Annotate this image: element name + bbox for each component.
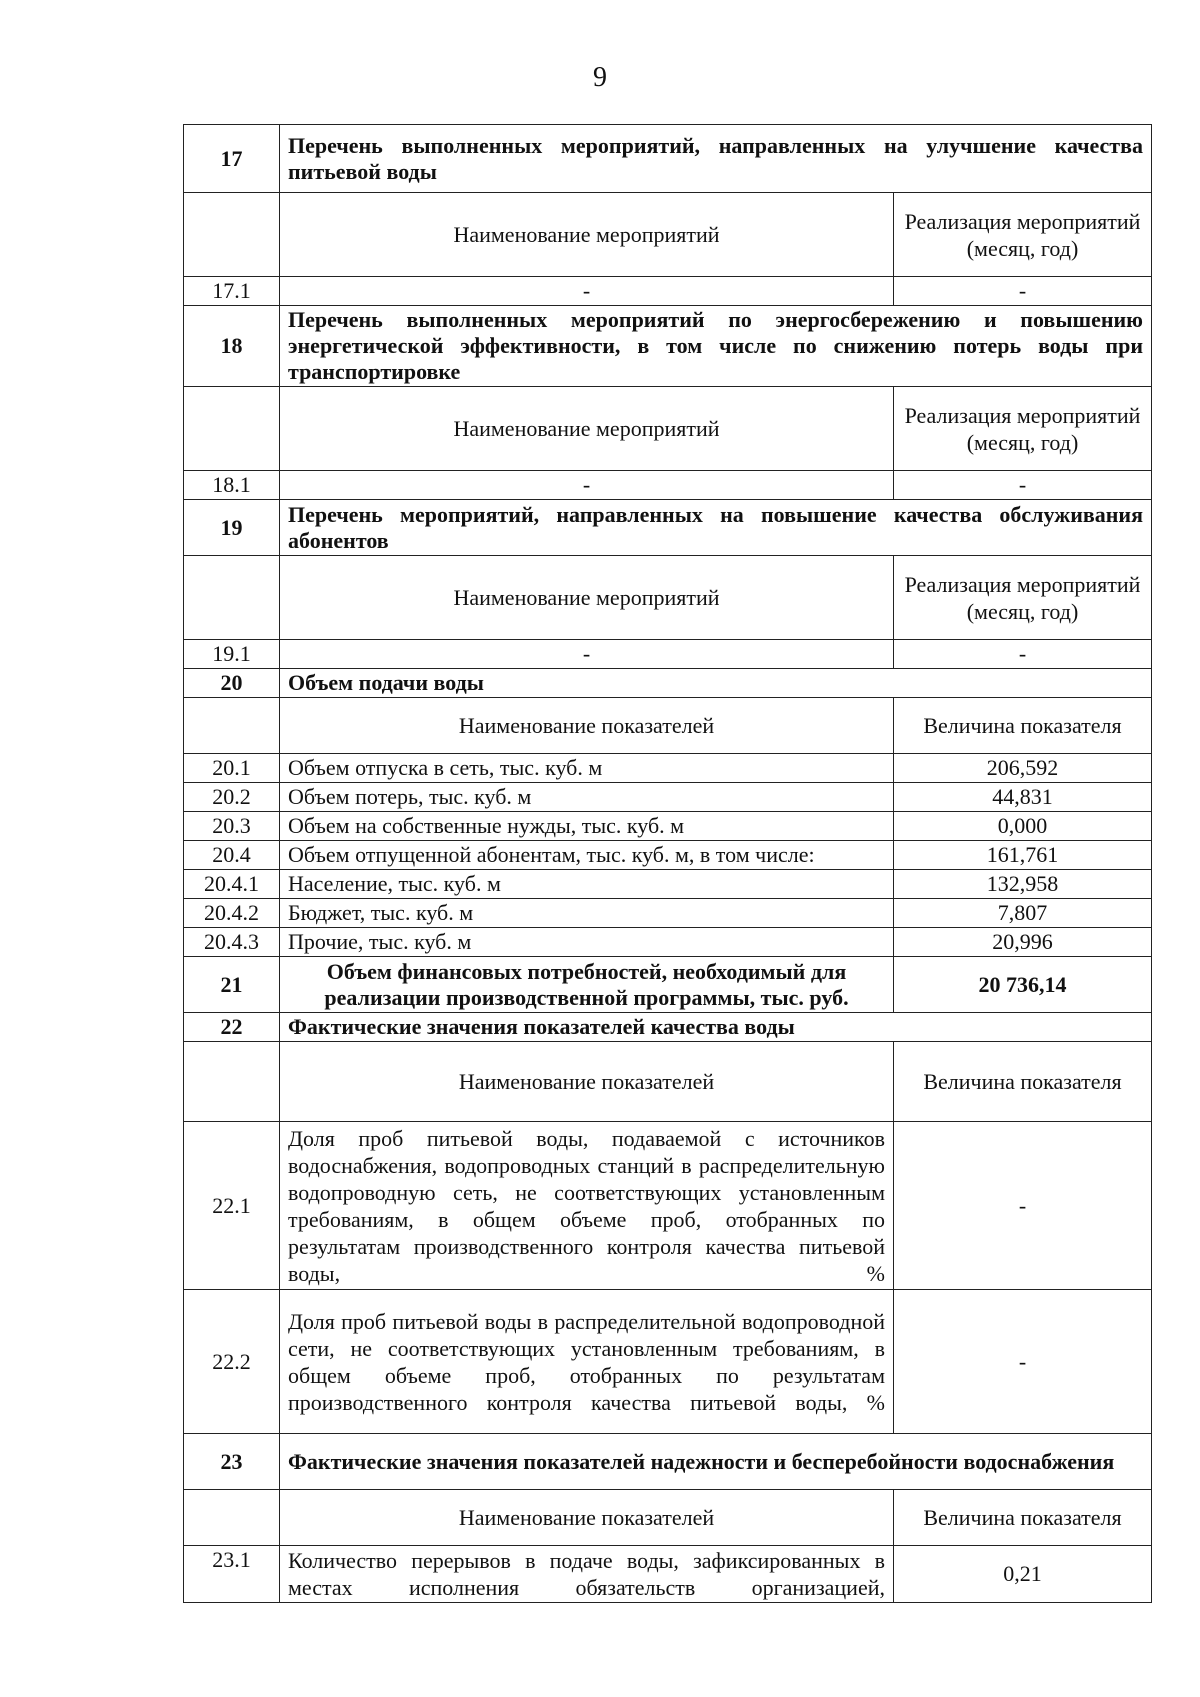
row-value: 0,000	[894, 812, 1152, 841]
table-row	[184, 640, 1152, 669]
table-row	[184, 1122, 1152, 1290]
section-title: Объем подачи воды	[280, 669, 1152, 698]
section-title: Фактические значения показателей качества воды	[280, 1013, 1152, 1042]
table-header-row	[184, 1042, 1152, 1122]
row-number: 20.4.3	[184, 928, 280, 957]
row-number: 22.1	[184, 1122, 280, 1290]
production-program-table	[183, 124, 1152, 1603]
row-name: Доля проб питьевой воды в распределительной водопроводной сети, не соответствующих установленным требованиям, в общем объеме проб, отобранных по результатам производственного контроля качества питьевой воды, %	[280, 1290, 894, 1434]
empty-cell	[184, 1490, 280, 1546]
section-number: 17	[184, 125, 280, 193]
row-name: Доля проб питьевой воды, подаваемой с источников водоснабжения, водопроводных станций в распределительную водопроводную сеть, не соответствующих установленным требованиям, в общем объеме проб, отобранных по результатам производственного контроля качества питьевой воды, %	[280, 1122, 894, 1290]
row-number: 20.4	[184, 841, 280, 870]
column-header-name: Наименование показателей	[280, 1042, 894, 1122]
empty-cell	[184, 698, 280, 754]
section-number: 23	[184, 1434, 280, 1490]
row-number: 17.1	[184, 277, 280, 306]
row-number: 19.1	[184, 640, 280, 669]
empty-cell	[184, 556, 280, 640]
section-title: Перечень мероприятий, направленных на повышение качества обслуживания абонентов	[280, 500, 1152, 556]
section-18-row	[184, 306, 1152, 387]
table-header-row	[184, 1490, 1152, 1546]
row-number: 18.1	[184, 471, 280, 500]
section-17-row	[184, 125, 1152, 193]
section-number: 19	[184, 500, 280, 556]
table-header-row	[184, 556, 1152, 640]
section-title: Перечень выполненных мероприятий по энергосбережению и повышению энергетической эффективности, в том числе по снижению потерь воды при транспортировке	[280, 306, 1152, 387]
row-name: Население, тыс. куб. м	[280, 870, 894, 899]
column-header-name: Наименование показателей	[280, 698, 894, 754]
column-header-name: Наименование мероприятий	[280, 193, 894, 277]
column-header-name: Наименование мероприятий	[280, 387, 894, 471]
table-header-row	[184, 387, 1152, 471]
row-implementation: -	[894, 471, 1152, 500]
section-23-row	[184, 1434, 1152, 1490]
column-header-name: Наименование показателей	[280, 1490, 894, 1546]
row-name: -	[280, 640, 894, 669]
column-header-implementation: Реализация мероприятий (месяц, год)	[894, 387, 1152, 471]
row-number: 23.1	[184, 1546, 280, 1603]
section-title: Объем финансовых потребностей, необходимый для реализации производственной программы, тыс. руб.	[280, 957, 894, 1013]
table-row	[184, 471, 1152, 500]
row-implementation: -	[894, 277, 1152, 306]
section-value: 20 736,14	[894, 957, 1152, 1013]
table-row	[184, 1546, 1152, 1603]
table-row	[184, 928, 1152, 957]
page-number: 9	[593, 62, 607, 93]
table-header-row	[184, 698, 1152, 754]
row-name: Прочие, тыс. куб. м	[280, 928, 894, 957]
row-number: 20.4.1	[184, 870, 280, 899]
row-value: 7,807	[894, 899, 1152, 928]
column-header-value: Величина показателя	[894, 1490, 1152, 1546]
section-20-row	[184, 669, 1152, 698]
row-number: 20.2	[184, 783, 280, 812]
row-number: 20.3	[184, 812, 280, 841]
row-name: -	[280, 471, 894, 500]
column-header-implementation: Реализация мероприятий (месяц, год)	[894, 556, 1152, 640]
table-row	[184, 870, 1152, 899]
row-name: Количество перерывов в подаче воды, зафиксированных в местах исполнения обязательств организацией,	[280, 1546, 894, 1603]
table-row	[184, 899, 1152, 928]
row-number: 22.2	[184, 1290, 280, 1434]
table-row	[184, 812, 1152, 841]
column-header-implementation: Реализация мероприятий (месяц, год)	[894, 193, 1152, 277]
section-21-row	[184, 957, 1152, 1013]
row-value: 206,592	[894, 754, 1152, 783]
row-name: Объем отпущенной абонентам, тыс. куб. м, в том числе:	[280, 841, 894, 870]
column-header-value: Величина показателя	[894, 698, 1152, 754]
row-value: -	[894, 1122, 1152, 1290]
row-value: 20,996	[894, 928, 1152, 957]
row-implementation: -	[894, 640, 1152, 669]
row-name: Объем на собственные нужды, тыс. куб. м	[280, 812, 894, 841]
row-name: Объем потерь, тыс. куб. м	[280, 783, 894, 812]
row-number: 20.4.2	[184, 899, 280, 928]
section-22-row	[184, 1013, 1152, 1042]
section-title: Фактические значения показателей надежности и бесперебойности водоснабжения	[280, 1434, 1152, 1490]
section-number: 20	[184, 669, 280, 698]
row-value: -	[894, 1290, 1152, 1434]
section-number: 22	[184, 1013, 280, 1042]
table-header-row	[184, 193, 1152, 277]
row-name: Бюджет, тыс. куб. м	[280, 899, 894, 928]
column-header-value: Величина показателя	[894, 1042, 1152, 1122]
table-row	[184, 277, 1152, 306]
empty-cell	[184, 387, 280, 471]
empty-cell	[184, 193, 280, 277]
table-row	[184, 1290, 1152, 1434]
empty-cell	[184, 1042, 280, 1122]
table-row	[184, 783, 1152, 812]
row-value: 0,21	[894, 1546, 1152, 1603]
column-header-name: Наименование мероприятий	[280, 556, 894, 640]
section-number: 21	[184, 957, 280, 1013]
row-value: 44,831	[894, 783, 1152, 812]
row-name: Объем отпуска в сеть, тыс. куб. м	[280, 754, 894, 783]
row-name: -	[280, 277, 894, 306]
section-number: 18	[184, 306, 280, 387]
table-row	[184, 841, 1152, 870]
row-number: 20.1	[184, 754, 280, 783]
table-row	[184, 754, 1152, 783]
section-title: Перечень выполненных мероприятий, направленных на улучшение качества питьевой воды	[280, 125, 1152, 193]
row-value: 161,761	[894, 841, 1152, 870]
section-19-row	[184, 500, 1152, 556]
row-value: 132,958	[894, 870, 1152, 899]
